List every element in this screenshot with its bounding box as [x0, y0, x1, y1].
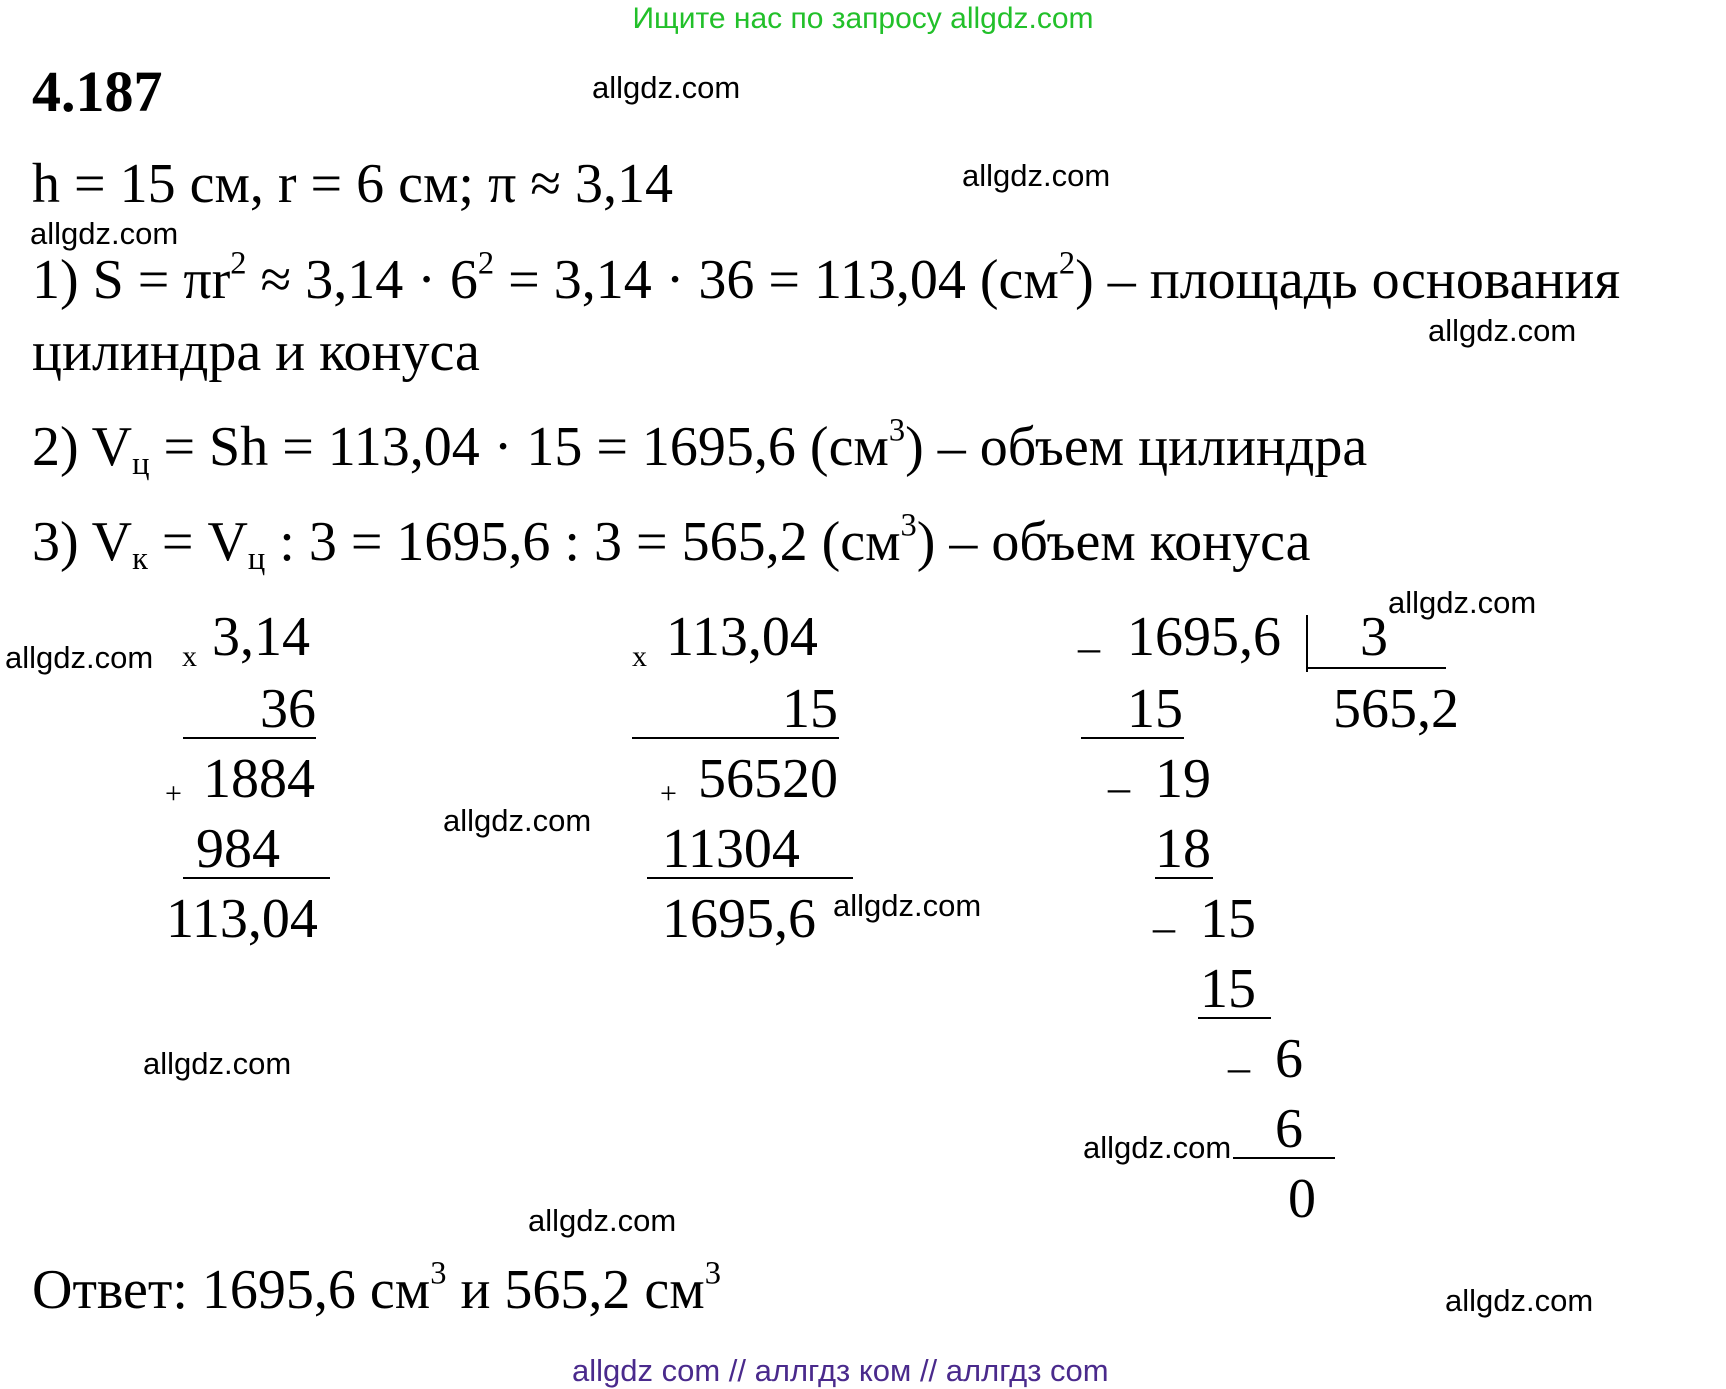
mult1-rule-2: [183, 877, 330, 879]
step-1-line-2: цилиндра и конуса: [32, 321, 480, 383]
given-data: h = 15 см, r = 6 см; π ≈ 3,14: [32, 153, 673, 215]
problem-number: 4.187: [32, 59, 163, 124]
subscript: к: [132, 541, 148, 578]
dividend: 1695,6: [1127, 606, 1281, 668]
step-2-part: ) – объем цилиндра: [905, 416, 1368, 478]
subtrahend-4: 6: [1275, 1098, 1303, 1160]
step-1-part: ≈ 3,14 · 6: [246, 249, 478, 311]
watermark: allgdz.com: [592, 70, 741, 105]
watermark: allgdz.com: [528, 1203, 677, 1238]
step-3-part: ) – объем конуса: [916, 511, 1311, 573]
subscript: ц: [247, 541, 266, 578]
watermark: allgdz.com: [1388, 585, 1537, 620]
answer-line: [32, 1255, 721, 1322]
division-rule-1: [1081, 737, 1184, 739]
final-remainder: 0: [1288, 1168, 1316, 1230]
division-separator: [1306, 615, 1308, 672]
step-3-line: [32, 507, 1311, 578]
step-2-part: = Sh = 113,04 · 15 = 1695,6 (см: [149, 416, 889, 478]
multiply-sign: x: [632, 640, 647, 673]
plus-sign: +: [165, 777, 182, 810]
step-1-part: ) – площадь основания: [1075, 249, 1621, 311]
exponent: 3: [704, 1255, 721, 1292]
watermark: allgdz.com: [1083, 1130, 1232, 1165]
division-rule-2: [1155, 877, 1213, 879]
answer-part: и 565,2 см: [446, 1259, 705, 1321]
subtrahend-3: 15: [1200, 958, 1256, 1020]
minus-sign: _: [1078, 608, 1100, 657]
step-3-part: 3) V: [32, 511, 133, 573]
remainder-3: 6: [1275, 1028, 1303, 1090]
mult1-bottom: 36: [260, 678, 316, 740]
exponent: 3: [430, 1255, 447, 1292]
answer-part: Ответ: 1695,6 см: [32, 1259, 431, 1321]
mult2-result: 1695,6: [662, 888, 816, 950]
subtrahend-1: 15: [1127, 678, 1183, 740]
exponent: 2: [477, 245, 495, 282]
minus-sign: _: [1153, 888, 1175, 937]
mult2-rule-1: [632, 737, 839, 739]
mult2-rule-2: [647, 877, 853, 879]
exponent: 3: [888, 412, 906, 449]
step-3-part: = V: [147, 511, 248, 573]
watermark: allgdz.com: [962, 158, 1111, 193]
watermark: allgdz.com: [833, 888, 982, 923]
plus-sign: +: [660, 777, 677, 810]
step-2-line: [32, 412, 1368, 483]
division-rule-3: [1198, 1017, 1271, 1019]
divisor: 3: [1360, 606, 1388, 668]
watermark: allgdz.com: [30, 216, 179, 251]
mult1-rule-1: [183, 737, 316, 739]
division-rule-4: [1233, 1157, 1335, 1159]
exponent: 2: [230, 245, 247, 282]
header-search-hint[interactable]: Ищите нас по запросу allgdz.com: [632, 2, 1094, 35]
watermark: allgdz.com: [5, 640, 154, 675]
mult1-top: 3,14: [212, 606, 310, 668]
step-1-line-1: [32, 245, 1621, 312]
minus-sign: _: [1228, 1028, 1250, 1077]
subtrahend-2: 18: [1155, 818, 1211, 880]
minus-sign: _: [1108, 748, 1130, 797]
mult2-top: 113,04: [666, 606, 818, 668]
step-1-part: 1) S = πr: [32, 249, 231, 311]
mult1-partial-2: 984: [196, 818, 280, 880]
subscript: ц: [132, 446, 150, 483]
exponent: 2: [1058, 245, 1076, 282]
watermark: allgdz.com: [143, 1046, 292, 1081]
mult2-bottom: 15: [782, 678, 838, 740]
mult2-partial-1: 56520: [698, 748, 838, 810]
exponent: 3: [900, 507, 917, 544]
watermark: allgdz.com: [443, 803, 592, 838]
quotient: 565,2: [1333, 678, 1459, 740]
mult1-partial-1: 1884: [203, 748, 315, 810]
step-1-part: = 3,14 · 36 = 113,04 (см: [494, 249, 1059, 311]
mult2-partial-2: 11304: [662, 818, 800, 880]
step-2-part: 2) V: [32, 416, 133, 478]
footer-links[interactable]: allgdz com // аллгдз ком // аллгдз com: [572, 1353, 1109, 1388]
watermark: allgdz.com: [1445, 1283, 1594, 1318]
mult1-result: 113,04: [166, 888, 318, 950]
remainder-2: 15: [1200, 888, 1256, 950]
step-3-part: : 3 = 1695,6 : 3 = 565,2 (см: [265, 511, 901, 573]
remainder-1: 19: [1155, 748, 1211, 810]
watermark: allgdz.com: [1428, 313, 1577, 348]
multiply-sign: x: [182, 640, 197, 673]
